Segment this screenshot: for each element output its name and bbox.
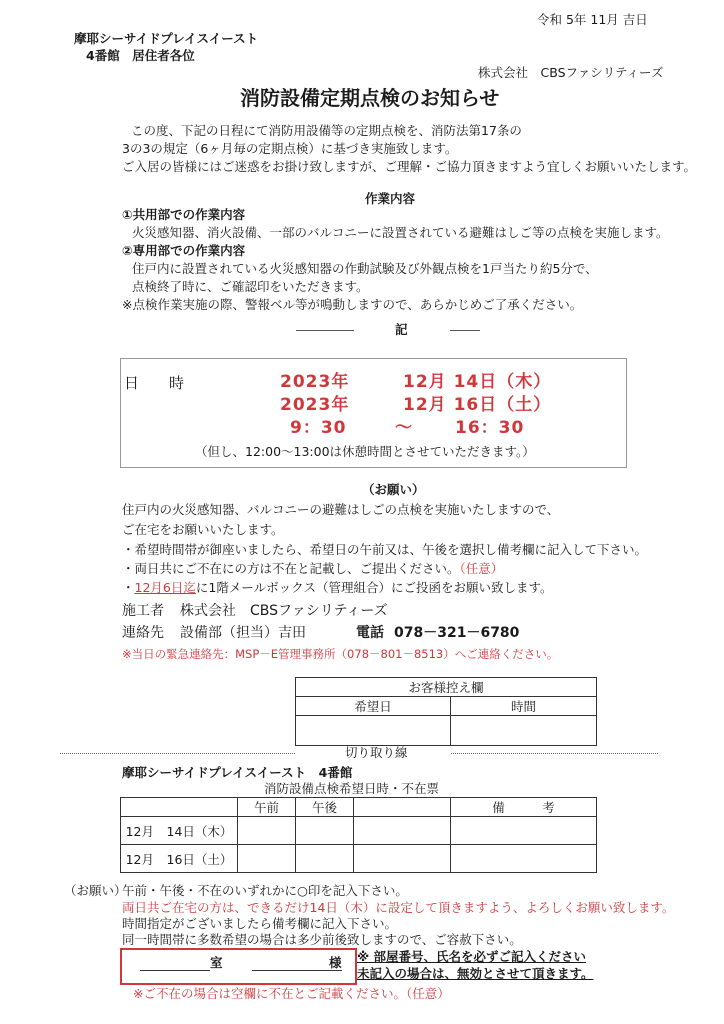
bullet: ・ [122,580,135,595]
schedule-year: 2023年 [280,395,350,415]
cut-line [60,753,295,754]
schedule-label: 日 時 [124,374,185,392]
page-title: 消防設備定期点検のお知らせ [240,86,500,110]
table-row [121,817,597,845]
footer-line: 同一時間帯に多数希望の場合は多少前後致しますので、ご容赦下さい。 [122,932,522,947]
divider [450,330,480,331]
request-line: 住戸内の火災感知器、バルコニーの避難はしごの点検を実施いたしますので、 [122,502,560,517]
absent-cell[interactable] [354,817,451,845]
absent-note: ※ご不在の場合は空欄に不在とご記載ください。（任意） [133,986,450,1001]
divider [296,330,354,331]
room-name-box [120,948,357,985]
request-line: ・希望時間帯が御座いましたら、希望日の午前又は、午後を選択し備考欄に記入して下さい。 [122,542,648,557]
col-am: 午前 [238,798,296,817]
schedule-tilde: ～ [395,418,413,438]
customer-copy-table [295,677,597,746]
request-heading: （お願い） [362,482,425,497]
schedule-start: 9：30 [290,418,347,438]
private-heading: ②専用部での作業内容 [122,243,246,258]
work-heading: 作業内容 [365,191,416,206]
col-notes: 備 考 [451,798,597,817]
sender: 株式会社 CBSファシリティーズ [478,65,664,80]
schedule-day: 12月 16日（土） [403,395,552,415]
room-field[interactable] [140,970,210,971]
deadline: 12月6日迄 [134,580,196,595]
pm-cell[interactable] [296,845,354,873]
intro-line: ご入居の皆様にはご迷惑をお掛け致しますが、ご理解・ご協力頂きますよう宜しくお願いいたします。 [122,159,697,174]
contact-label: 連絡先 [122,625,164,641]
room-label: 室 [210,955,223,970]
issue-date: 令和 5年 11月 吉日 [537,12,648,27]
footer-line: 両日共ご在宅の方は、できるだけ14日（木）に設定して頂きますよう、よろしくお願い致します。 [122,900,675,915]
cut-line-label: 切り取り線 [345,745,408,760]
form-title: 消防設備点検希望日時・不在票 [264,781,440,796]
intro-line: 3の3の規定（6ヶ月毎の定期点検）に基づき実施致します。 [122,141,458,156]
private-text: 住戸内に設置されている火災感知器の作動試験及び外観点検を1戸当たり約5分で、 [132,261,598,276]
request-line [122,561,503,577]
col-time: 時間 [451,697,597,716]
ki-label: 記 [395,322,408,337]
col-date: 希望日 [296,697,451,716]
row-date: 12月 16日（土） [121,845,238,873]
form-building: 摩耶シーサイドプレイスイースト 4番館 [122,765,353,780]
addressee-line1: 摩耶シーサイドプレイスイースト [74,31,259,46]
intro-line: この度、下記の日程にて消防用設備等の定期点検を、消防法第17条の [131,123,522,138]
customer-copy-title: お客様控え欄 [296,678,597,697]
col-pm: 午後 [296,798,354,817]
footer-line: 午前・午後・不在のいずれかに○印を記入下さい。 [122,883,408,898]
work-note: ※点検作業実施の際、警報ベル等が鳴動しますので、あらかじめご了承ください。 [122,297,583,312]
contractor-label: 施工者 [122,603,164,619]
footer-label: （お願い） [64,883,127,898]
phone: 078－321－6780 [394,625,520,641]
optional-note: （任意） [459,561,504,576]
phone-label: 電話 [356,625,384,641]
time-field[interactable] [451,716,597,746]
schedule-year: 2023年 [280,372,350,392]
request-line: ご在宅をお願いいたします。 [122,522,284,537]
table-row [121,845,597,873]
emergency-contact: ※当日の緊急連絡先：MSP－E管理事務所（078－801－8513）へご連絡ください。 [122,647,559,661]
deadline-text: に1階メールボックス（管理組合）にご投函をお願い致します。 [195,580,553,595]
common-heading: ①共用部での作業内容 [122,207,246,222]
am-cell[interactable] [238,817,296,845]
date-field[interactable] [296,716,451,746]
schedule-end: 16：30 [455,418,525,438]
preference-table [120,797,597,873]
absent-cell[interactable] [354,845,451,873]
row-date: 12月 14日（木） [121,817,238,845]
notes-cell[interactable] [451,845,597,873]
required-note: 未記入の場合は、無効とさせて頂きます。 [357,966,594,981]
required-note: ※ 部屋番号、氏名を必ずご記入ください [357,949,587,964]
private-text: 点検終了時に、ご確認印をいただきます。 [132,279,369,294]
notes-cell[interactable] [451,817,597,845]
absent-text: ・両日共にご不在にの方は不在と記載し、ご提出ください。 [122,561,460,576]
schedule-day: 12月 14日（木） [403,372,552,392]
department: 設備部（担当）吉田 [180,625,306,641]
break-note: （但し、12:00～13:00は休憩時間とさせていただきます。） [195,444,535,459]
addressee-line2: 4番館 居住者各位 [86,48,195,63]
cut-line [451,753,658,754]
contractor: 株式会社 CBSファシリティーズ [180,603,388,619]
request-line [122,580,552,596]
name-label: 様 [329,955,342,970]
am-cell[interactable] [238,845,296,873]
common-text: 火災感知器、消火設備、一部のバルコニーに設置されている避難はしご等の点検を実施します。 [132,225,669,240]
pm-cell[interactable] [296,817,354,845]
footer-line: 時間指定がございましたら備考欄に記入下さい。 [122,916,398,931]
